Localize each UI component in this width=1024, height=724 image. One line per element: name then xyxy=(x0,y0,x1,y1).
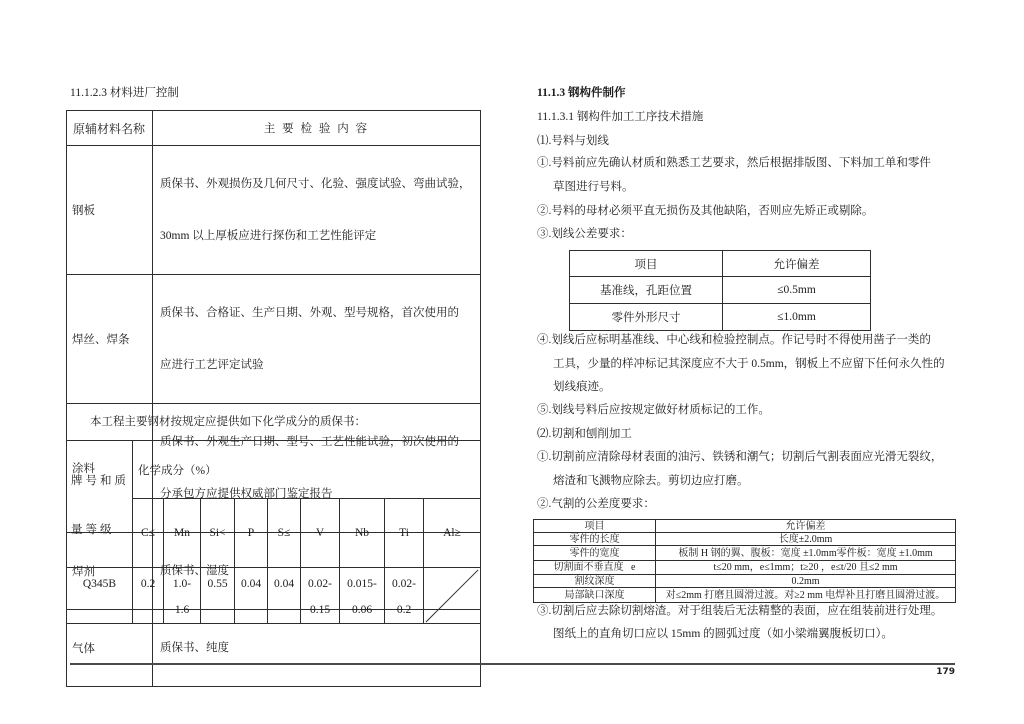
table-header-row xyxy=(67,111,481,146)
grade-header-cell xyxy=(67,441,133,568)
table-row xyxy=(67,146,481,275)
item-cell: 零件外形尺寸 xyxy=(570,304,723,331)
value-cell xyxy=(301,568,340,624)
diagonal-strike-line xyxy=(424,568,480,623)
marking-tolerance-table xyxy=(569,250,871,331)
paragraph-line: 熔渣和飞溅物应除去。剪切边应打磨。 xyxy=(553,475,749,487)
value-cell xyxy=(235,568,268,624)
element-header: Mn xyxy=(164,499,201,568)
material-name: 涂料 xyxy=(67,404,153,533)
chemical-composition-table xyxy=(66,440,481,624)
value-line: 0.02- xyxy=(308,578,332,590)
value-line: 0.015- xyxy=(347,578,377,590)
value-line: 0.02- xyxy=(392,578,416,590)
inspection-line: 分承包方应提供权威部门鉴定报告 xyxy=(160,488,333,500)
paragraph-line: ③.切割后应去除切割熔渣。对于组装后无法精整的表面，应在组装前进行处理。 xyxy=(537,605,943,617)
inspection-line: 质保书、外观损伤及几何尺寸、化验、强度试验、弯曲试验， xyxy=(160,178,471,190)
paragraph-line: 图纸上的直角切口应以 15mm 的圆弧过度（如小梁端翼腹板切口）。 xyxy=(553,628,893,640)
element-header: P xyxy=(235,499,268,568)
header-inspection-content: 主 要 检 验 内 容 xyxy=(153,111,481,146)
paragraph-line: 工具，少量的样冲标记其深度应不大于 0.5mm，钢板上不应留下任何永久性的 xyxy=(553,358,945,370)
element-header: C≤ xyxy=(133,499,164,568)
table-row xyxy=(534,575,956,588)
grade-header-line: 牌号和质 xyxy=(71,475,129,487)
cutting-tolerance-table xyxy=(533,519,956,603)
marking-title: ⑴.号料与划线 xyxy=(537,135,609,147)
paragraph-line: ①.切割前应清除母材表面的油污、铁锈和潮气；切割后气割表面应光滑无裂纹， xyxy=(537,451,943,463)
paragraph-line: ④.划线后应标明基准线、中心线和检验控制点。作记号时不得使用凿子一类的 xyxy=(537,334,931,346)
item-cell: 零件的宽度 xyxy=(534,546,656,561)
header-item: 项目 xyxy=(570,251,723,277)
inspection-content xyxy=(153,275,481,404)
material-name: 焊丝、焊条 xyxy=(67,275,153,404)
table-header-row xyxy=(570,251,871,277)
empty-diagonal-cell xyxy=(424,568,481,624)
element-header: Ti xyxy=(385,499,424,568)
value-cell xyxy=(385,568,424,624)
header-tolerance: 允许偏差 xyxy=(656,520,956,533)
tolerance-cell: 对≤2mm 打磨且圆滑过渡。对≥2 mm 电焊补且打磨且圆滑过渡。 xyxy=(656,588,956,603)
value-cell xyxy=(133,568,164,624)
header-tolerance: 允许偏差 xyxy=(723,251,871,277)
tolerance-cell: 0.2mm xyxy=(656,575,956,588)
page-number: 179 xyxy=(936,667,955,677)
composition-header: 化学成分（%） xyxy=(133,441,481,499)
inspection-line: 质保书、外观生产日期、型号、工艺性能试验，初次使用的 xyxy=(160,436,459,448)
subsection-heading: 11.1.3.1 钢构件加工工序技术措施 xyxy=(537,111,704,123)
steel-grade xyxy=(67,568,133,624)
paragraph-line: ③.划线公差要求： xyxy=(537,228,632,240)
value-cell xyxy=(164,568,201,624)
table-header-row xyxy=(67,441,481,499)
table-row xyxy=(570,277,871,304)
value-line: 1.0- xyxy=(172,578,192,590)
material-name: 钢板 xyxy=(67,146,153,275)
footer-rule xyxy=(70,663,955,665)
tolerance-cell: ≤1.0mm xyxy=(723,304,871,331)
table-row xyxy=(534,588,956,603)
header-material-name: 原辅材料名称 xyxy=(67,111,153,146)
value-cell xyxy=(201,568,235,624)
tolerance-cell: ≤0.5mm xyxy=(723,277,871,304)
paragraph-line: ⑤.划线号料后应按规定做好材质标记的工作。 xyxy=(537,404,770,416)
header-item: 项目 xyxy=(534,520,656,533)
table-header-row xyxy=(534,520,956,533)
paragraph-line: ②.气割的公差度要求： xyxy=(537,498,655,510)
value-line: 0.04 xyxy=(273,578,295,590)
cutting-title: ⑵.切割和刨削加工 xyxy=(537,428,632,440)
tolerance-cell: 长度±2.0mm xyxy=(656,533,956,546)
value-line: 0.2 xyxy=(396,604,412,616)
material-name: 焊剂 xyxy=(67,533,153,610)
value-cell xyxy=(268,568,301,624)
element-header: Al≥ xyxy=(424,499,481,568)
inspection-content xyxy=(153,146,481,275)
item-cell: 切割面不垂直度 e xyxy=(534,561,656,575)
tolerance-cell: t≤20 mm，e≤1mm；t≥20 ，e≤t/20 且≤2 mm xyxy=(656,561,956,575)
item-cell: 基准线，孔距位置 xyxy=(570,277,723,304)
value-cell xyxy=(340,568,385,624)
item-cell: 割纹深度 xyxy=(534,575,656,588)
paragraph-line: 划线痕迹。 xyxy=(553,381,611,393)
element-header: Nb xyxy=(340,499,385,568)
paragraph-line: ①.号料前应先确认材质和熟悉工艺要求，然后根据排版图、下料加工单和零件 xyxy=(537,157,931,169)
inspection-line: 30mm 以上厚板应进行探伤和工艺性能评定 xyxy=(160,230,377,242)
item-cell: 局部缺口深度 xyxy=(534,588,656,603)
material-name: 气体 xyxy=(67,610,153,687)
section-heading-steel-fabrication: 11.1.3 钢构件制作 xyxy=(537,87,626,99)
chemical-composition-intro: 本工程主要钢材按规定应提供如下化学成分的质保书： xyxy=(90,416,366,428)
table-row xyxy=(534,533,956,546)
value-line: 0.04 xyxy=(240,578,262,590)
section-heading-material-control: 11.1.2.3 材料进厂控制 xyxy=(70,87,179,99)
table-row xyxy=(534,561,956,575)
value-line: 0.2 xyxy=(140,578,156,590)
paragraph-line: ②.号料的母材必须平直无损伤及其他缺陷，否则应先矫正或剔除。 xyxy=(537,205,874,217)
inspection-line: 质保书、湿度 xyxy=(160,565,229,577)
value-line: 0.55 xyxy=(207,578,228,590)
item-cell: 零件的长度 xyxy=(534,533,656,546)
value-line: 1.6 xyxy=(174,604,190,616)
value-line: 0.06 xyxy=(351,604,373,616)
table-row xyxy=(534,546,956,561)
inspection-line: 质保书、纯度 xyxy=(160,642,229,654)
element-header: S≤ xyxy=(268,499,301,568)
element-header: Si< xyxy=(201,499,235,568)
value-line: 0.15 xyxy=(309,604,331,616)
table-row xyxy=(67,568,481,624)
paragraph-line: 草图进行号料。 xyxy=(553,181,634,193)
steel-grade-label: Q345B xyxy=(82,578,117,590)
inspection-line: 应进行工艺评定试验 xyxy=(160,359,264,371)
table-row xyxy=(570,304,871,331)
tolerance-cell: 板制 H 钢的翼、腹板：宽度 ±1.0mm零件板：宽度 ±1.0mm xyxy=(656,546,956,561)
table-row xyxy=(67,275,481,404)
inspection-line: 质保书、合格证、生产日期、外观、型号规格，首次使用的 xyxy=(160,307,459,319)
grade-header-line: 量等级 xyxy=(71,524,115,536)
element-header: V xyxy=(301,499,340,568)
